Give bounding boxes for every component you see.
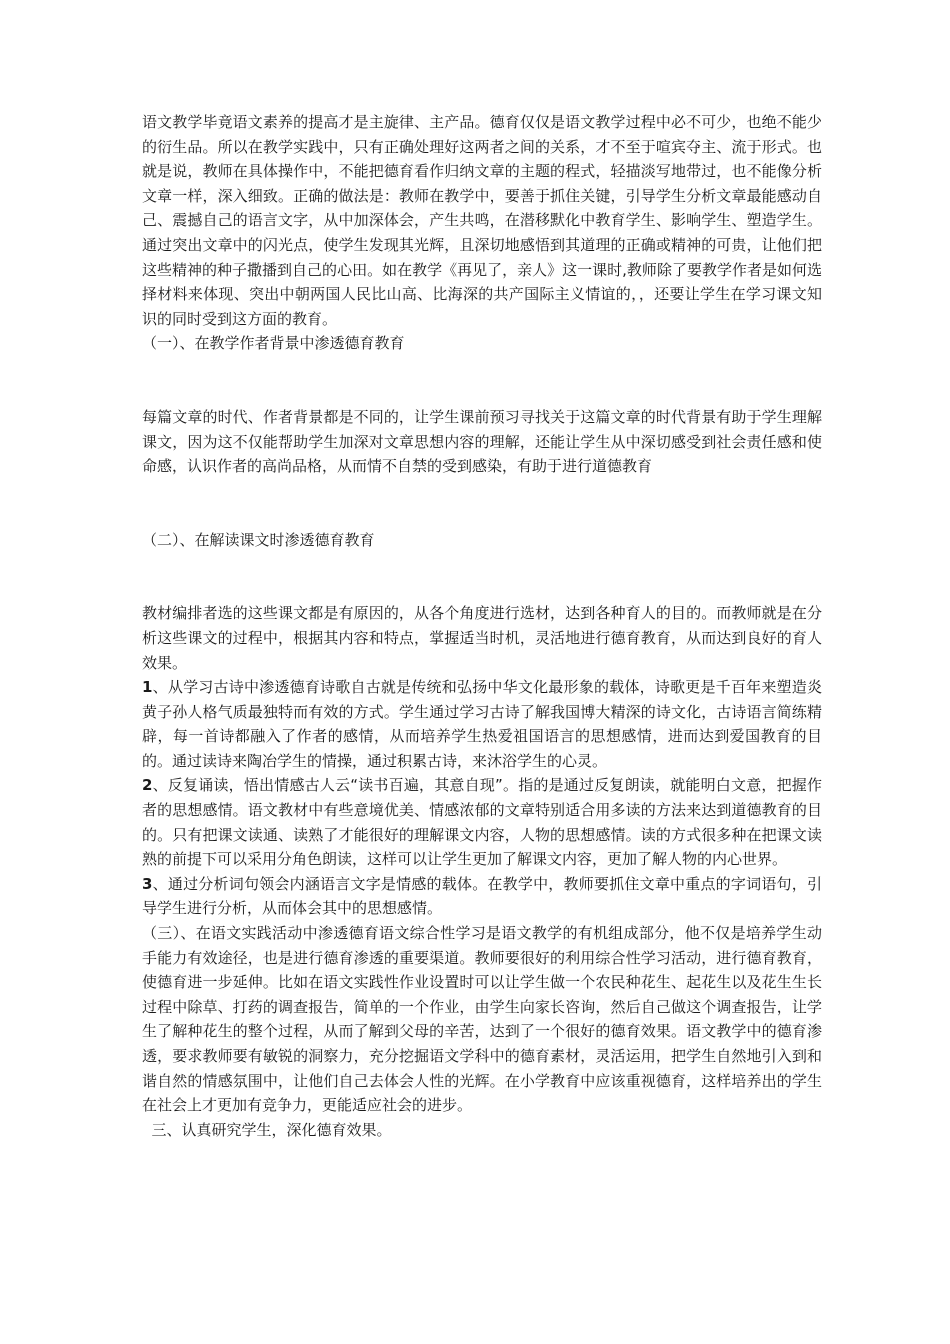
document-body [142,110,822,1142]
paragraph-textbook: 教材编排者选的这些课文都是有原因的，从各个角度进行选材，达到各种育人的目的。而教师就是在分析这些课文的过程中，根据其内容和特点，掌握适当时机，灵活地进行德育教育，从而达到良好的育人效果。 [142,604,822,672]
list-item-text: 、通过分析词句领会内涵语言文字是情感的载体。在教学中，教师要抓住文章中重点的字词语句，引导学生进行分析，从而体会其中的思想感情。 [142,874,822,918]
list-item-number: 1 [142,678,153,697]
list-item-text: 、反复诵读，悟出情感古人云“读书百遍，其意自现”。指的是通过反复朗读，就能明白文意，把握作者的思想感情。语文教材中有些意境优美、情感浓郁的文章特别适合用多读的方法来达到道德教育的目的。只有把课文读通、读熟了才能很好的理解课文内容，人物的思想感情。读的方式很多种在把课文读熟的前提下可以采用分角色朗读，这样可以让学生更加了解课文内容，更加了解人物的内心世界。 [142,776,822,869]
list-item-1 [142,675,822,773]
list-item-2 [142,773,822,871]
list-item-3 [142,872,822,921]
paragraph-background: 每篇文章的时代、作者背景都是不同的，让学生课前预习寻找关于这篇文章的时代背景有助于学生理解课文，因为这不仅能帮助学生加深对文章思想内容的理解，还能让学生从中深切感受到社会责任感和使命感，认识作者的高尚品格，从而情不自禁的受到感染，有助于进行道德教育 [142,407,822,476]
spacer [142,479,822,528]
spacer [142,356,822,405]
section-heading-3: 三、认真研究学生，深化德育效果。 [142,1120,392,1139]
spacer [142,552,822,601]
list-item-number: 3 [142,874,153,893]
paragraph-intro: 语文教学毕竟语文素养的提高才是主旋律、主产品。德育仅仅是语文教学过程中必不可少，也绝不能少的衍生品。所以在教学实践中，只有正确处理好这两者之间的关系，才不至于喧宾夺主、流于形式。也就是说，教师在具体操作中，不能把德育看作归纳文章的主题的程式，轻描淡写地带过，也不能像分析文章一样，深入细致。正确的做法是：教师在教学中，要善于抓住关键，引导学生分析文章最能感动自己、震撼自己的语言文字，从中加深体会，产生共鸣，在潜移默化中教育学生、影响学生、塑造学生。通过突出文章中的闪光点，使学生发现其光辉，且深切地感悟到其道理的正确或精神的可贵，让他们把这些精神的种子撒播到自己的心田。如在教学《再见了，亲人》这一课时,教师除了要教学作者是如何选择材料来体现、突出中朝两国人民比山高、比海深的共产国际主义情谊的，，还要让学生在学习课文知识的同时受到这方面的教育。 [142,113,822,328]
list-item-text: 、从学习古诗中渗透德育诗歌自古就是传统和弘扬中华文化最形象的载体，诗歌更是千百年来塑造炎黄子孙人格气质最独特而有效的方式。学生通过学习古诗了解我国博大精深的诗文化，古诗语言简练精辟，每一首诗都融入了作者的感情，从而培养学生热爱祖国语言的思想感情，进而达到爱国教育的目的。通过读诗来陶冶学生的情操，通过积累古诗，来沐浴学生的心灵。 [142,678,822,770]
list-item-number: 2 [142,776,153,795]
section-heading-1: （一）、在教学作者背景中渗透德育教育 [142,334,405,353]
paragraph-practice: （三）、在语文实践活动中渗透德育语文综合性学习是语文教学的有机组成部分，他不仅是培养学生动手能力有效途径，也是进行德育渗透的重要渠道。教师要很好的利用综合性学习活动，进行德育教育，使德育进一步延伸。比如在语文实践性作业设置时可以让学生做一个农民种花生、起花生以及花生生长过程中除草、打药的调查报告，简单的一个作业，由学生向家长咨询，然后自己做这个调查报告，让学生了解种花生的整个过程，从而了解到父母的辛苦，达到了一个很好的德育效果。语文教学中的德育渗透，要求教师要有敏锐的洞察力，充分挖掘语文学科中的德育素材，灵活运用，把学生自然地引入到和谐自然的情感氛围中，让他们自己去体会人性的光辉。在小学教育中应该重视德育，这样培养出的学生在社会上才更加有竞争力，更能适应社会的进步。 [142,924,822,1115]
section-heading-2: （二）、在解读课文时渗透德育教育 [142,530,375,549]
